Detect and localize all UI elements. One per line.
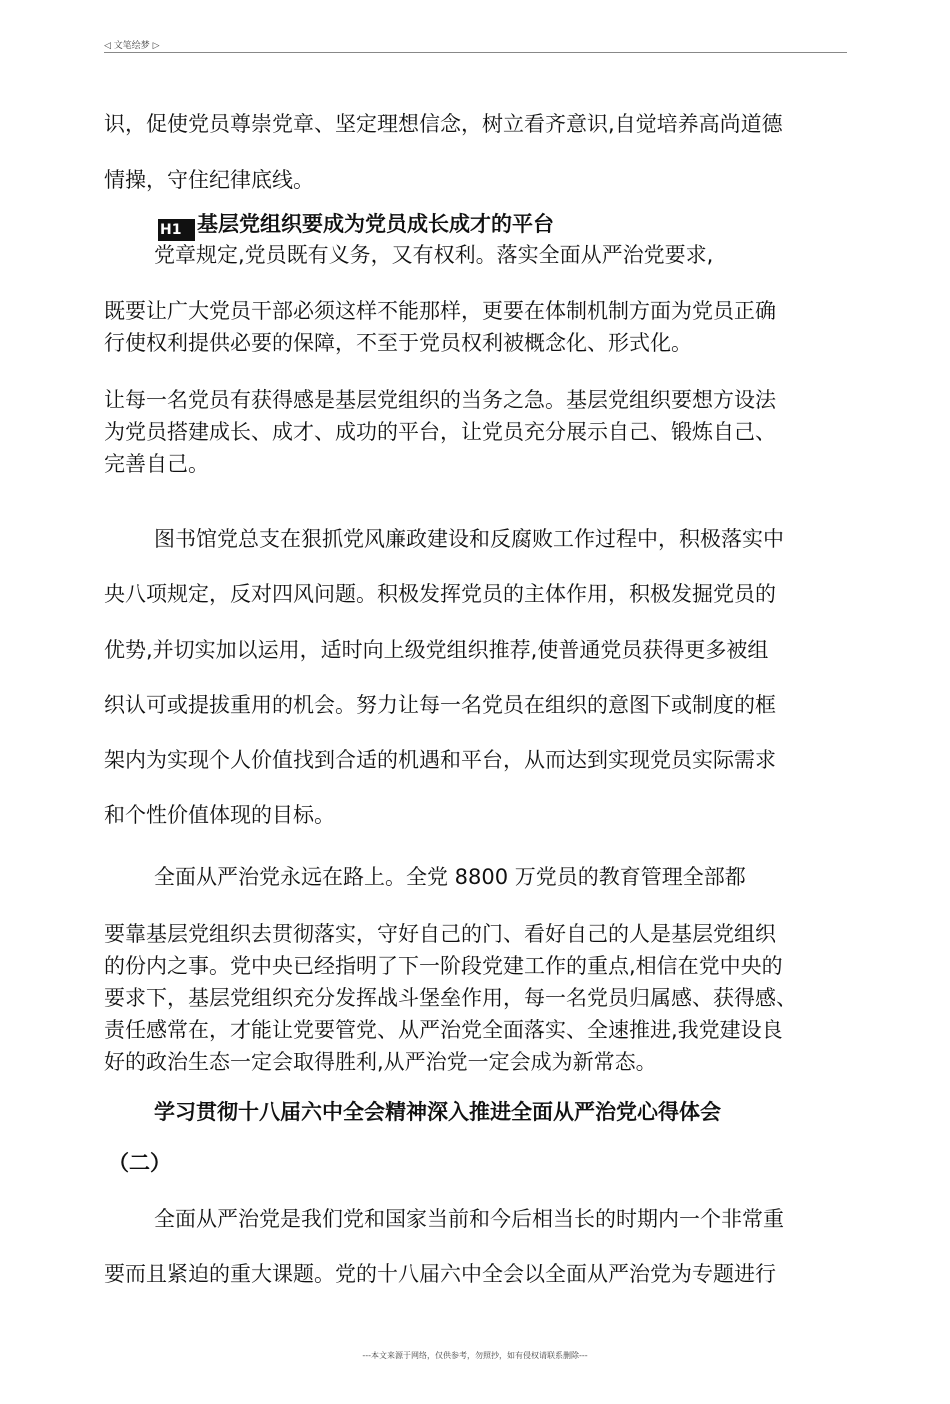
body-line: 全面从严治党是我们党和国家当前和今后相当长的时期内一个非常重	[154, 1207, 784, 1231]
body-line: 图书馆党总支在狠抓党风廉政建设和反腐败工作过程中，积极落实中	[154, 527, 784, 551]
body-line: 要求下，基层党组织充分发挥战斗堡垒作用，每一名党员归属感、获得感、	[104, 986, 797, 1010]
body-line: 责任感常在，才能让党要管党、从严治党全面落实、全速推进,我党建设良	[104, 1018, 783, 1042]
body-line: 完善自己。	[104, 452, 209, 476]
heading-marker-icon: H1	[158, 219, 195, 241]
body-line: 央八项规定，反对四风问题。积极发挥党员的主体作用，积极发掘党员的	[104, 582, 776, 606]
body-line: 让每一名党员有获得感是基层党组织的当务之急。基层党组织要想方设法	[104, 388, 776, 412]
body-line: 党章规定,党员既有义务，又有权利。落实全面从严治党要求,	[154, 243, 714, 267]
body-line: 的份内之事。党中央已经指明了下一阶段党建工作的重点,相信在党中央的	[104, 954, 783, 978]
body-line: 情操，守住纪律底线。	[104, 168, 314, 192]
body-line: 全面从严治党永远在路上。全党 8800 万党员的教育管理全部都	[154, 865, 746, 889]
body-line: 行使权利提供必要的保障，不至于党员权利被概念化、形式化。	[104, 331, 692, 355]
body-line: 要靠基层党组织去贯彻落实，守好自己的门、看好自己的人是基层党组织	[104, 922, 776, 946]
body-line: 优势,并切实加以运用，适时向上级党组织推荐,使普通党员获得更多被组	[104, 638, 769, 662]
section-heading	[158, 211, 554, 241]
section-heading-text: 基层党组织要成为党员成长成才的平台	[197, 212, 554, 236]
page-footer: ---本文来源于网络，仅供参考，勿照抄，如有侵权请联系删除---	[362, 1351, 588, 1360]
page-header: ◁ 文笔绘梦 ▷	[104, 41, 160, 51]
body-line: 要而且紧迫的重大课题。党的十八届六中全会以全面从严治党为专题进行	[104, 1262, 776, 1286]
body-line: 为党员搭建成长、成才、成功的平台，让党员充分展示自己、锻炼自己、	[104, 420, 776, 444]
body-line: 架内为实现个人价值找到合适的机遇和平台，从而达到实现党员实际需求	[104, 748, 776, 772]
header-rule	[104, 52, 847, 53]
body-line: 织认可或提拔重用的机会。努力让每一名党员在组织的意图下或制度的框	[104, 693, 776, 717]
body-line: 识，促使党员尊崇党章、坚定理想信念，树立看齐意识,自觉培养高尚道德	[104, 112, 783, 136]
body-line: 和个性价值体现的目标。	[104, 803, 335, 827]
body-line: 好的政治生态一定会取得胜利,从严治党一定会成为新常态。	[104, 1050, 657, 1074]
article-title-sub: （二）	[108, 1151, 171, 1175]
body-line: 既要让广大党员干部必须这样不能那样，更要在体制机制方面为党员正确	[104, 299, 776, 323]
article-title: 学习贯彻十八届六中全会精神深入推进全面从严治党心得体会	[154, 1100, 721, 1124]
